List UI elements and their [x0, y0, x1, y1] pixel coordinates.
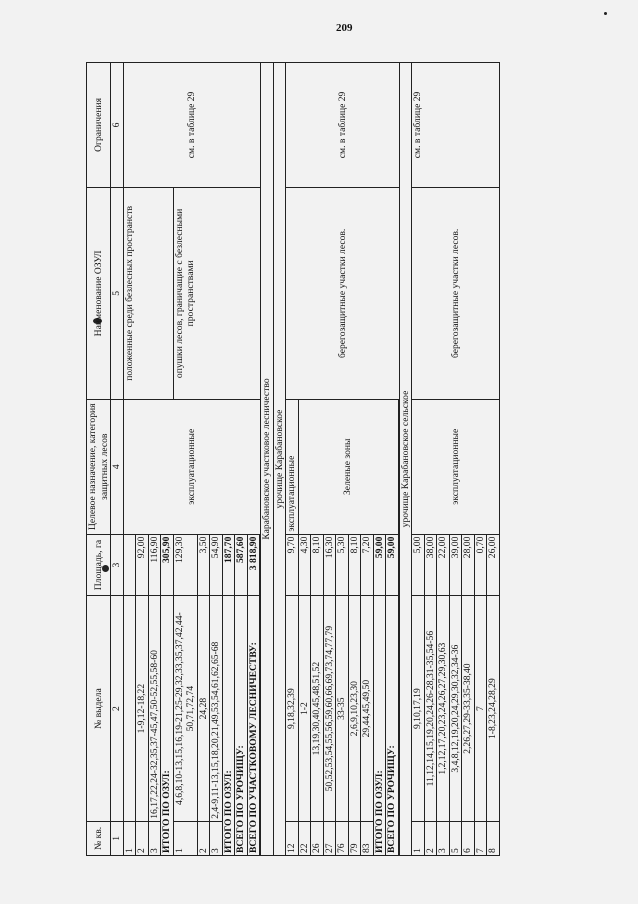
area-cell: 129,30: [173, 534, 197, 596]
vydel-cell: 33-35: [336, 596, 349, 821]
kv-cell: 27: [323, 821, 336, 855]
area-cell: 8,10: [311, 534, 324, 596]
area-cell: 8,10: [348, 534, 361, 596]
kv-cell: 5: [449, 821, 462, 855]
kv-cell: 83: [361, 821, 374, 855]
total-label: ИТОГО ПО ОЗУЛ:: [161, 596, 174, 856]
area-cell: 4,30: [298, 534, 311, 596]
vydel-cell: 3,4,8,12,19,20,24,29,30,32,34-36: [449, 596, 462, 821]
area-cell: 5,30: [336, 534, 349, 596]
kv-cell: 3: [148, 821, 161, 855]
vydel-cell: 2,6,9,10,23,30: [348, 596, 361, 821]
area-cell: 9,70: [286, 534, 299, 596]
total-area: 187,70: [222, 534, 235, 596]
vydel-cell: 2,26,27,29-33,35-38,40: [462, 596, 475, 821]
vydel-cell: 1-9,12-18,22: [136, 596, 149, 821]
total-area: 305,90: [161, 534, 174, 596]
kv-cell: 12: [286, 821, 299, 855]
header-restrictions: Ограничения: [87, 63, 111, 188]
kv-cell: 1: [173, 821, 197, 855]
kv-cell: 3: [437, 821, 450, 855]
header-row: [87, 63, 111, 856]
ozul-cell: положенные среди безлесных пространств: [123, 187, 173, 399]
area-cell: 16,30: [323, 534, 336, 596]
vydel-cell: 11,12,14,15,19,20,24,26-28,31-35,54-56: [424, 596, 437, 821]
section-subtitle: урочище Карабановское сельское: [399, 63, 412, 856]
area-cell: 54,90: [210, 534, 223, 596]
area-cell: 26,00: [487, 534, 500, 596]
area-cell: 7,20: [361, 534, 374, 596]
kv-cell: 8: [487, 821, 500, 855]
purpose-cell: Зеленые зоны: [298, 399, 398, 534]
header-kv: № кв.: [87, 821, 111, 855]
header-area: Площадь, га: [87, 534, 111, 596]
section-subtitle-row: [273, 63, 286, 856]
ozul-cell: опушки лесов, граничащие с безлесными пространствами: [173, 187, 261, 399]
ozul-cell: берегозащитные участки лесов.: [286, 187, 400, 399]
vydel-cell: 50,52,53,54,55,56,59,60,66,69,73,74,77,79: [323, 596, 336, 821]
kv-cell: 2: [424, 821, 437, 855]
area-cell: [123, 534, 136, 596]
table-row: [123, 63, 136, 856]
total-label: ИТОГО ПО ОЗУЛ:: [373, 596, 386, 856]
header-number: 2: [111, 596, 124, 821]
area-cell: 5,00: [412, 534, 425, 596]
header-number: 3: [111, 534, 124, 596]
total-label: ВСЕГО ПО УЧАСТКОВОМУ ЛЕСНИЧЕСТВУ:: [247, 596, 260, 856]
total-label: ИТОГО ПО ОЗУЛ:: [222, 596, 235, 856]
purpose-cell: эксплуатационные: [123, 399, 261, 534]
scan-speck: [604, 12, 607, 15]
vydel-cell: 13,19,30,40,45,48,51,52: [311, 596, 324, 821]
area-cell: 0,70: [474, 534, 487, 596]
purpose-cell: эксплуатационные: [412, 399, 500, 534]
section-subtitle-row: [399, 63, 412, 856]
section-subtitle: урочище Карабановское: [273, 63, 286, 856]
kv-cell: 6: [462, 821, 475, 855]
vydel-cell: 1,2,12,17,20,23,24,26,27,29,30,63: [437, 596, 450, 821]
area-cell: 116,90: [148, 534, 161, 596]
ozul-cell: берегозащитные участки лесов.: [412, 187, 500, 399]
restriction-cell: см. в таблице 29: [123, 63, 261, 188]
table-row: [286, 63, 299, 856]
kv-cell: 26: [311, 821, 324, 855]
total-area: 587,60: [235, 534, 248, 596]
rotated-table-wrapper: [86, 62, 548, 856]
vydel-cell: 1-8,23,24,28,29: [487, 596, 500, 821]
total-label: ВСЕГО ПО УРОЧИЩУ:: [235, 596, 248, 856]
vydel-cell: 9,10,17,19: [412, 596, 425, 821]
kv-cell: 7: [474, 821, 487, 855]
section-title: Карабановское участковое лесничество: [261, 63, 274, 856]
vydel-cell: 24,28: [197, 596, 210, 821]
vydel-cell: 2,4-9,11-13,15,18,20,21,49,53,54,61,62,65-68: [210, 596, 223, 821]
vydel-cell: 16,17,22,24-32,35,37-45,47,50-52,55,58-60: [148, 596, 161, 821]
restriction-cell: см. в таблице 29: [286, 63, 400, 188]
area-cell: 22,00: [437, 534, 450, 596]
total-label: ВСЕГО ПО УРОЧИЩУ:: [386, 596, 399, 856]
kv-cell: 76: [336, 821, 349, 855]
table-row: [412, 63, 425, 856]
area-cell: 92,00: [136, 534, 149, 596]
area-cell: 39,00: [449, 534, 462, 596]
restriction-cell: см. в таблице 29: [412, 63, 500, 188]
area-cell: 28,00: [462, 534, 475, 596]
vydel-cell: 29,44,45,49,50: [361, 596, 374, 821]
header-number: 1: [111, 821, 124, 855]
header-purpose: Целевое назначение, категория защитных лесов: [87, 399, 111, 534]
header-number: 6: [111, 63, 124, 188]
area-cell: 38,00: [424, 534, 437, 596]
kv-cell: 79: [348, 821, 361, 855]
page-number: 209: [336, 22, 353, 34]
kv-cell: 2: [197, 821, 210, 855]
section-title-row: [261, 63, 274, 856]
kv-cell: 3: [210, 821, 223, 855]
vydel-cell: [123, 596, 136, 821]
total-area: 59,00: [386, 534, 399, 596]
ozul-table: [86, 62, 500, 856]
kv-cell: 1: [412, 821, 425, 855]
vydel-cell: 1-2: [298, 596, 311, 821]
header-number: 4: [111, 399, 124, 534]
header-number-row: [111, 63, 124, 856]
total-area: 59,00: [373, 534, 386, 596]
kv-cell: 1: [123, 821, 136, 855]
vydel-cell: 7: [474, 596, 487, 821]
header-ozul: Наименование ОЗУЛ: [87, 187, 111, 399]
total-area: 3 818,90: [248, 534, 260, 596]
area-cell: 3,50: [197, 534, 210, 596]
purpose-cell: эксплуатационные: [286, 399, 299, 534]
kv-cell: 2: [136, 821, 149, 855]
header-vydel: № выдела: [87, 596, 111, 821]
vydel-cell: 9,18,32,39: [286, 596, 299, 821]
header-number: 5: [111, 187, 124, 399]
kv-cell: 22: [298, 821, 311, 855]
vydel-cell: 4,6,8,10-13,15,16,19-21,25-29,32,33,35,37,42,44-50,71,72,74: [173, 596, 197, 821]
